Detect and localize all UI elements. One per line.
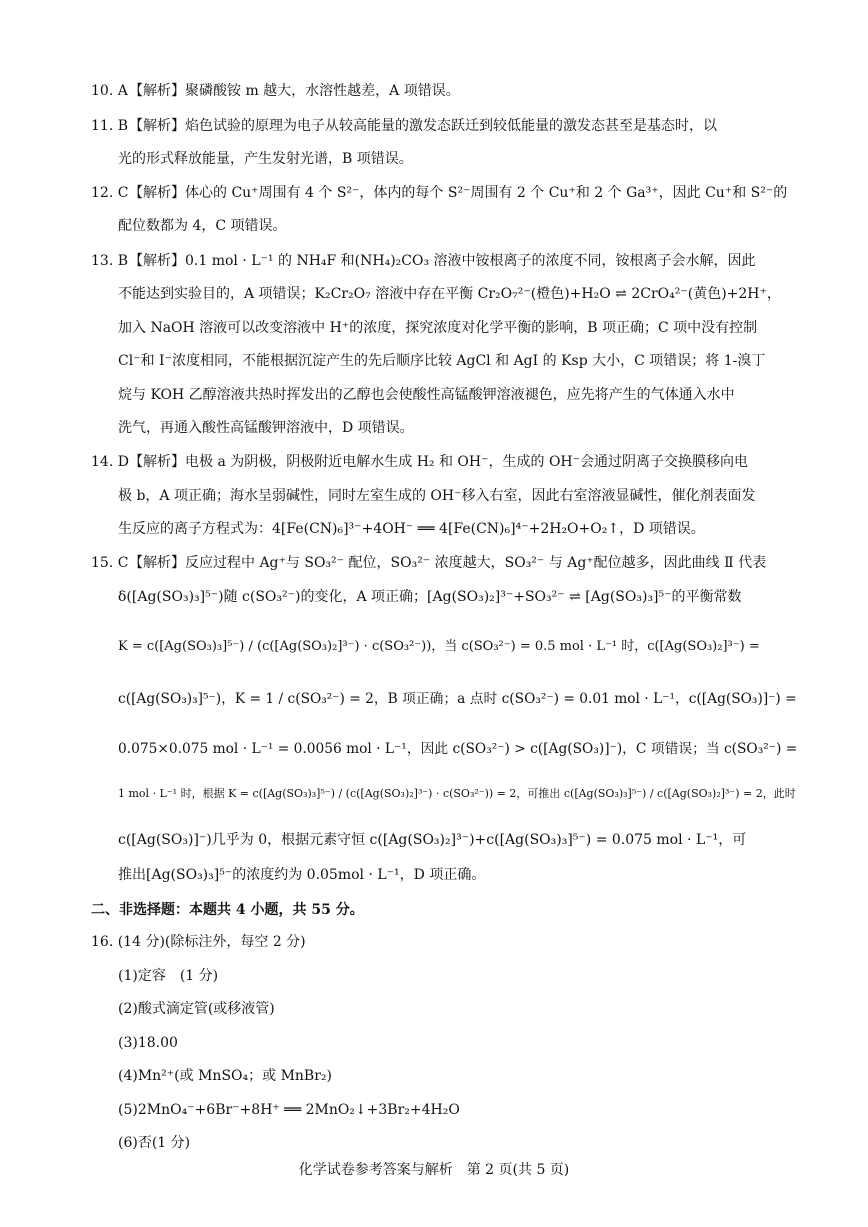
item-text: 【解析】焰色试验的原理为电子从较高能量的激发态跃迁到较低能量的激发态甚至是基态时，以 (129, 118, 717, 134)
item-text: 【解析】0.1 mol · L⁻¹ 的 NH₄F 和(NH₄)₂CO₃ 溶液中铵根离子的浓度不同，铵根离子会水解，因此 (129, 253, 756, 269)
item-text: 1 mol · L⁻¹ 时，根据 K = c([Ag(SO₃)₃]⁵⁻) / (c([Ag(SO₃)₂]³⁻) · c(SO₃²⁻)) = 2，可推出 c([Ag(SO₃)₃]⁵⁻) / c([Ag(SO₃)₂]³⁻) = 2，此时 (118, 787, 796, 800)
item-15-cont-3 (118, 688, 797, 712)
section-title: 二、非选择题：本题共 4 小题，共 55 分。 (91, 902, 364, 918)
item-15-cont-2 (118, 636, 760, 660)
item-15-cont-5 (118, 783, 796, 807)
item-13-cont-3 (118, 350, 765, 374)
item-13-cont-4 (118, 384, 735, 408)
item-number: 11. B (91, 118, 129, 134)
item-text: c([Ag(SO₃)₃]⁵⁻)，K = 1 / c(SO₃²⁻) = 2，B 项正确；a 点时 c(SO₃²⁻) = 0.01 mol · L⁻¹，c([Ag(SO₃)]⁻) = (118, 691, 797, 707)
item-11 (91, 115, 717, 139)
q16-answer: (3)18.00 (118, 1035, 178, 1051)
item-text: 【解析】体心的 Cu⁺周围有 4 个 S²⁻，体内的每个 S²⁻周围有 2 个 Cu⁺和 2 个 Ga³⁺，因此 Cu⁺和 S²⁻的 (129, 185, 788, 201)
item-text: 光的形式释放能量，产生发射光谱，B 项错误。 (118, 151, 413, 167)
item-text: 【解析】电极 a 为阴极，阴极附近电解水生成 H₂ 和 OH⁻，生成的 OH⁻会通过阴离子交换膜移向电 (129, 454, 749, 470)
item-text: K = c([Ag(SO₃)₃]⁵⁻) / (c([Ag(SO₃)₂]³⁻) · c(SO₃²⁻))，当 c(SO₃²⁻) = 0.5 mol · L⁻¹ 时，c([Ag(SO₃)₂]³⁻) = (118, 639, 760, 654)
q16-answer: (5)2MnO₄⁻+6Br⁻+8H⁺ ══ 2MnO₂↓+3Br₂+4H₂O (118, 1102, 460, 1118)
item-number: 10. A (91, 83, 128, 99)
page-footer: 化学试卷参考答案与解析 第 2 页(共 5 页) (298, 1162, 570, 1178)
q16-answer: (4)Mn²⁺(或 MnSO₄；或 MnBr₂) (118, 1068, 332, 1084)
q16-answer: (2)酸式滴定管(或移液管) (118, 1001, 275, 1017)
item-text: δ([Ag(SO₃)₃]⁵⁻)随 c(SO₃²⁻)的变化，A 项正确；[Ag(SO₃)₂]³⁻+SO₃²⁻ ⇌ [Ag(SO₃)₃]⁵⁻的平衡常数 (118, 589, 742, 605)
item-number: 14. D (91, 454, 129, 470)
item-13-cont-5 (118, 417, 414, 441)
q16-header: 16. (14 分)(除标注外，每空 2 分) (91, 934, 306, 950)
item-14-cont-1 (118, 485, 756, 509)
item-number: 13. B (91, 253, 129, 269)
item-13 (91, 250, 756, 274)
item-10 (91, 80, 460, 104)
item-14 (91, 451, 748, 475)
item-text: 加入 NaOH 溶液可以改变溶液中 H⁺的浓度，探究浓度对化学平衡的影响，B 项正确；C 项中没有控制 (118, 320, 758, 336)
item-text: 0.075×0.075 mol · L⁻¹ = 0.0056 mol · L⁻¹，因此 c(SO₃²⁻) > c([Ag(SO₃)]⁻)，C 项错误；当 c(SO₃²⁻) = (118, 741, 798, 757)
item-text: 极 b，A 项正确；海水呈弱碱性，同时左室生成的 OH⁻移入右室，因此右室溶液显碱性，催化剂表面发 (118, 488, 756, 504)
item-15-cont-7 (118, 864, 485, 888)
item-13-cont-1 (118, 283, 781, 307)
item-12-cont (118, 215, 287, 239)
item-text: 不能达到实验目的，A 项错误；K₂Cr₂O₇ 溶液中存在平衡 Cr₂O₇²⁻(橙色)+H₂O ⇌ 2CrO₄²⁻(黄色)+2H⁺， (118, 286, 781, 302)
item-11-cont (118, 148, 413, 172)
item-15-cont-4 (118, 738, 797, 762)
item-text: 【解析】反应过程中 Ag⁺与 SO₃²⁻ 配位，SO₃²⁻ 浓度越大，SO₃²⁻ 与 Ag⁺配位越多，因此曲线 Ⅱ 代表 (129, 555, 767, 571)
item-text: 生反应的离子方程式为：4[Fe(CN)₆]³⁻+4OH⁻ ══ 4[Fe(CN)₆]⁴⁻+2H₂O+O₂↑，D 项错误。 (118, 521, 705, 537)
item-text: 推出[Ag(SO₃)₃]⁵⁻的浓度约为 0.05mol · L⁻¹，D 项正确。 (118, 867, 486, 883)
item-text: Cl⁻和 I⁻浓度相同，不能根据沉淀产生的先后顺序比较 AgCl 和 AgI 的 Ksp 大小，C 项错误；将 1-溴丁 (118, 353, 766, 369)
item-number: 15. C (91, 555, 129, 571)
item-text: 洗气，再通入酸性高锰酸钾溶液中，D 项错误。 (118, 420, 414, 436)
item-number: 12. C (91, 185, 129, 201)
item-15-cont-6 (118, 829, 746, 853)
item-text: 烷与 KOH 乙醇溶液共热时挥发出的乙醇也会使酸性高锰酸钾溶液褪色，应先将产生的气体通入水中 (118, 387, 735, 403)
q16-answer: (1)定容 (1 分) (118, 968, 219, 984)
item-13-cont-2 (118, 317, 757, 341)
q16-answer: (6)否(1 分) (118, 1135, 191, 1151)
item-text: 配位数都为 4，C 项错误。 (118, 218, 287, 234)
item-text: 【解析】聚磷酸铵 m 越大，水溶性越差，A 项错误。 (129, 83, 460, 99)
item-text: c([Ag(SO₃)]⁻)几乎为 0，根据元素守恒 c([Ag(SO₃)₂]³⁻)+c([Ag(SO₃)₃]⁵⁻) = 0.075 mol · L⁻¹，可 (118, 832, 747, 848)
item-12 (91, 182, 787, 206)
item-14-cont-2 (118, 518, 705, 542)
item-15 (91, 552, 766, 576)
item-15-cont-1 (118, 586, 742, 610)
